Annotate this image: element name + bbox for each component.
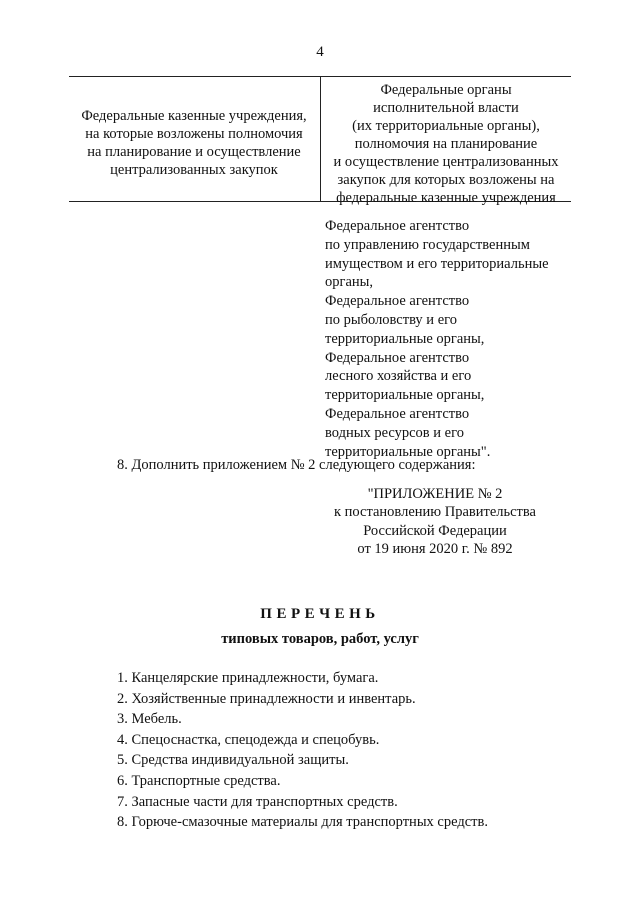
table-header-right — [321, 81, 571, 207]
list-item: 5. Средства индивидуальной защиты. — [117, 752, 349, 769]
list-item: 8. Горюче-смазочные материалы для транспортных средств. — [117, 814, 488, 831]
table-header-left-line: Федеральные казенные учреждения, — [81, 108, 307, 124]
page-number: 4 — [316, 44, 324, 60]
table-header-left-line: централизованных закупок — [110, 162, 278, 178]
list-item: 6. Транспортные средства. — [117, 772, 281, 789]
agency-line: Федеральное агентство — [325, 405, 470, 422]
list-item: 4. Спецоснастка, спецодежда и спецобувь. — [117, 731, 380, 748]
table-header-right-line: исполнительной власти — [373, 100, 519, 116]
appendix-heading — [320, 485, 550, 559]
goods-list — [117, 668, 488, 833]
appendix-line: "ПРИЛОЖЕНИЕ № 2 — [367, 486, 503, 502]
agency-line: территориальные органы, — [325, 330, 485, 347]
table-header-left-line: на которые возложены полномочия — [85, 126, 303, 142]
agency-line: органы, — [325, 274, 374, 291]
authority-table — [69, 76, 571, 206]
list-item: 2. Хозяйственные принадлежности и инвентарь. — [117, 690, 416, 707]
table-header-right-line: закупок для которых возложены на — [337, 172, 555, 188]
list-item: 7. Запасные части для транспортных средств. — [117, 793, 398, 810]
table-header-right-line: (их территориальные органы), — [352, 118, 540, 134]
agency-line: территориальные органы". — [325, 443, 491, 460]
table-header-right-line: полномочия на планирование — [354, 136, 538, 152]
table-header-left — [69, 107, 319, 179]
table-header-right-line: и осуществление централизованных — [333, 154, 559, 170]
amendment-item-8: 8. Дополнить приложением № 2 следующего содержания: — [117, 457, 476, 473]
appendix-line: Российской Федерации — [363, 522, 507, 539]
list-title: ПЕРЕЧЕНЬ — [260, 606, 380, 622]
appendix-line: к постановлению Правительства — [334, 504, 536, 521]
agency-line: лесного хозяйства и его — [325, 368, 472, 385]
agencies-list — [325, 217, 575, 461]
agency-line: территориальные органы, — [325, 387, 485, 404]
list-subtitle: типовых товаров, работ, услуг — [221, 631, 419, 647]
table-header-left-line: на планирование и осуществление — [87, 144, 301, 160]
agency-line: Федеральное агентство — [325, 293, 470, 310]
table-header-right-line: Федеральные органы — [380, 82, 512, 98]
agency-line: по управлению государственным — [325, 236, 530, 253]
appendix-line: от 19 июня 2020 г. № 892 — [357, 541, 513, 558]
agency-line: по рыболовству и его — [325, 311, 457, 328]
agency-line: водных ресурсов и его — [325, 424, 464, 441]
agency-line: Федеральное агентство — [325, 349, 470, 366]
table-header-right-line: федеральные казенные учреждения — [336, 190, 556, 206]
list-item: 3. Мебель. — [117, 711, 182, 728]
agency-line: имуществом и его территориальные — [325, 255, 549, 272]
list-item: 1. Канцелярские принадлежности, бумага. — [117, 670, 379, 686]
agency-line: Федеральное агентство — [325, 218, 470, 234]
